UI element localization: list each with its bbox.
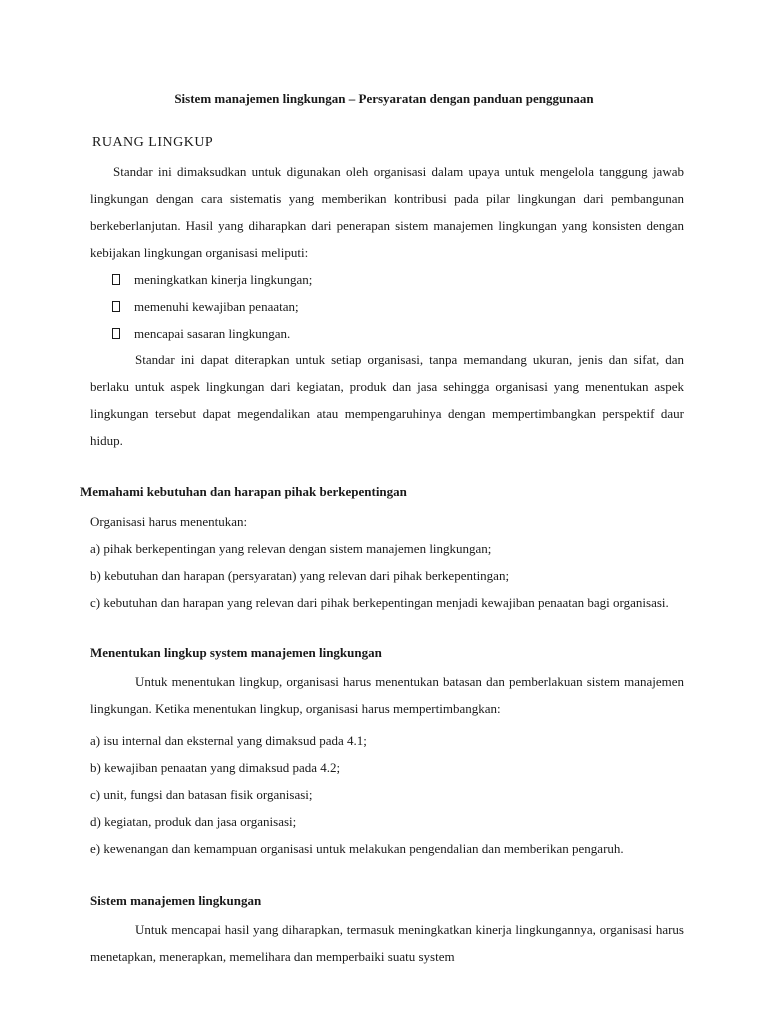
system-intro-paragraph: Untuk mencapai hasil yang diharapkan, termasuk meningkatkan kinerja lingkungannya, organisasi harus menetapkan, menerapkan, memelihara dan memperbaiki suatu system <box>90 922 684 964</box>
needs-lead-text: Organisasi harus menentukan: <box>90 514 248 529</box>
list-item <box>112 320 312 347</box>
section-heading-scope: RUANG LINGKUP <box>92 135 214 150</box>
bullet-icon <box>112 274 120 285</box>
scope-applicability-paragraph: Standar ini dapat diterapkan untuk setiap organisasi, tanpa memandang ukuran, jenis dan sifat, dan berlaku untuk aspek lingkungan dari kegiatan, produk dan jasa sehingga organisasi yang menentukan aspek lingkungan tersebut dapat megendalikan atau mempengaruhinya dengan mempertimbangkan perspektif daur hidup. <box>90 352 684 448</box>
scope-determination-list <box>90 727 690 862</box>
list-item <box>112 266 312 293</box>
scope-bullet-list <box>112 266 312 347</box>
list-item-text: memenuhi kewajiban penaatan; <box>134 299 299 314</box>
list-item: b) kebutuhan dan harapan (persyaratan) yang relevan dari pihak berkepentingan; <box>90 568 510 583</box>
bullet-icon <box>112 328 120 339</box>
bullet-icon <box>112 301 120 312</box>
list-item: b) kewajiban penaatan yang dimaksud pada 4.2; <box>90 760 341 775</box>
list-item: c) unit, fungsi dan batasan fisik organisasi; <box>90 787 313 802</box>
needs-list <box>90 535 690 616</box>
list-item: e) kewenangan dan kemampuan organisasi untuk melakukan pengendalian dan memberikan pengaruh. <box>90 841 624 856</box>
list-item-text: mencapai sasaran lingkungan. <box>134 326 291 341</box>
section-heading-scope-determination: Menentukan lingkup system manajemen lingkungan <box>90 645 382 660</box>
list-item <box>112 293 312 320</box>
list-item-text: meningkatkan kinerja lingkungan; <box>134 272 313 287</box>
list-item: c) kebutuhan dan harapan yang relevan dari pihak berkepentingan menjadi kewajiban penaatan bagi organisasi. <box>90 595 669 610</box>
section-heading-system: Sistem manajemen lingkungan <box>90 893 262 908</box>
list-item: a) pihak berkepentingan yang relevan dengan sistem manajemen lingkungan; <box>90 541 492 556</box>
scope-determination-intro: Untuk menentukan lingkup, organisasi harus menentukan batasan dan pemberlakuan sistem manajemen lingkungan. Ketika menentukan lingkup, organisasi harus mempertimbangkan: <box>90 674 684 716</box>
list-item: a) isu internal dan eksternal yang dimaksud pada 4.1; <box>90 733 367 748</box>
section-heading-needs: Memahami kebutuhan dan harapan pihak berkepentingan <box>80 484 407 499</box>
document-title: Sistem manajemen lingkungan – Persyaratan dengan panduan penggunaan <box>174 91 594 106</box>
scope-intro-paragraph: Standar ini dimaksudkan untuk digunakan oleh organisasi dalam upaya untuk mengelola tanggung jawab lingkungan dengan cara sistematis yang memberikan kontribusi pada pilar lingkungan dari pembangunan berkeberlanjutan. Hasil yang diharapkan dari penerapan sistem manajemen lingkungan yang konsisten dengan kebijakan lingkungan organisasi meliputi: <box>90 164 684 260</box>
list-item: d) kegiatan, produk dan jasa organisasi; <box>90 814 297 829</box>
